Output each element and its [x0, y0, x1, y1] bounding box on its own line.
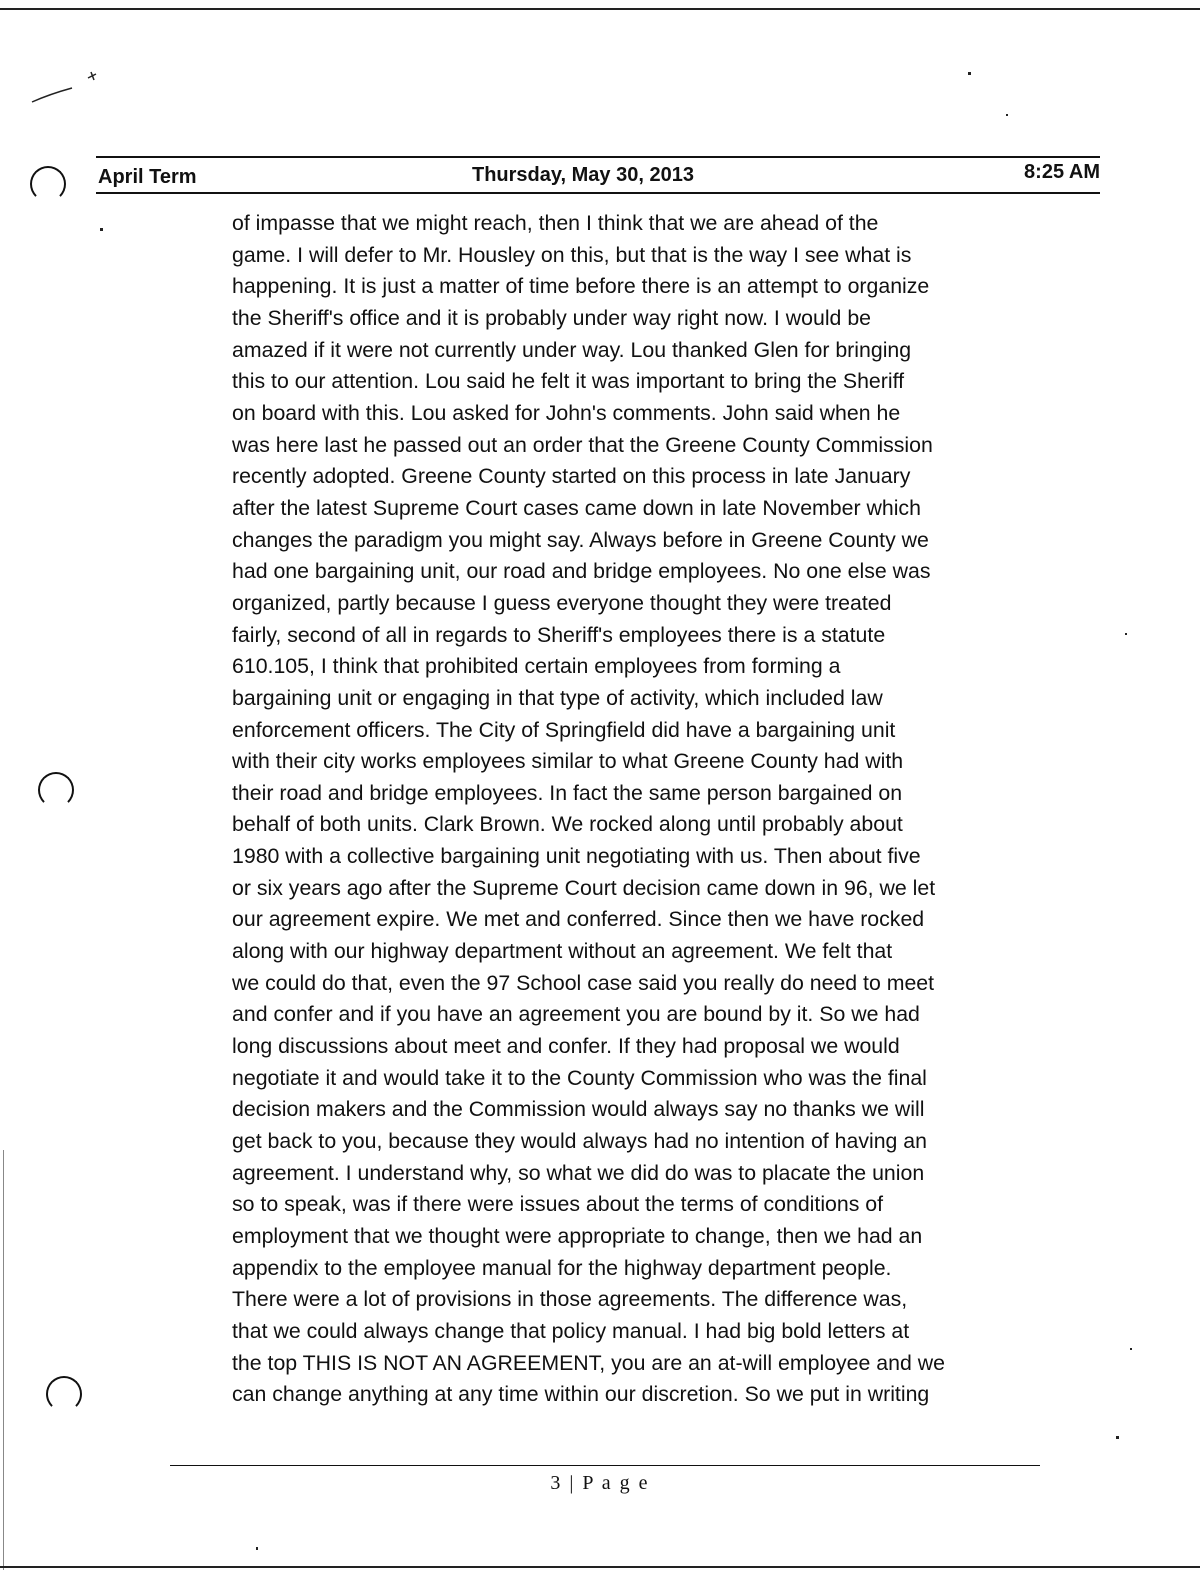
body-line: along with our highway department without an agreement. We felt that [232, 939, 893, 964]
body-line: agreement. I understand why, so what we did do was to placate the union [232, 1160, 925, 1185]
page-header [96, 160, 1100, 190]
body-line: 610.105, I think that prohibited certain employees from forming a [232, 654, 841, 679]
scan-left-edge [3, 1150, 4, 1570]
body-line: with their city works employees similar to what Greene County had with [232, 749, 904, 774]
speck-mark [968, 72, 971, 75]
body-line: happening. It is just a matter of time before there is an attempt to organize [232, 274, 930, 299]
meeting-time: 8:25 AM [1024, 161, 1100, 183]
punch-hole-icon [30, 166, 66, 202]
body-line: organized, partly because I guess everyone thought they were treated [232, 590, 892, 615]
header-rule-bottom [96, 192, 1100, 194]
speck-mark [1116, 1436, 1119, 1439]
body-line: this to our attention. Lou said he felt it was important to bring the Sheriff [232, 369, 905, 394]
punch-hole-icon [38, 772, 74, 808]
body-line: on board with this. Lou asked for John's comments. John said when he [232, 400, 901, 425]
speck-mark [1006, 114, 1008, 116]
page-number: 3 | P a g e [550, 1472, 650, 1494]
speck-mark [1125, 633, 1127, 635]
body-line: get back to you, because they would always had no intention of having an [232, 1129, 927, 1154]
body-line: negotiate it and would take it to the County Commission who was the final [232, 1065, 927, 1090]
speck-mark [256, 1547, 258, 1550]
body-line: after the latest Supreme Court cases came down in late November which [232, 495, 921, 520]
body-line: or six years ago after the Supreme Court decision came down in 96, we let [232, 875, 936, 900]
body-line: recently adopted. Greene County started on this process in late January [232, 464, 911, 489]
body-line: enforcement officers. The City of Springfield did have a bargaining unit [232, 717, 896, 742]
pen-scratch-mark [28, 68, 108, 108]
speck-mark [1130, 1348, 1132, 1350]
body-line: game. I will defer to Mr. Housley on this, but that is the way I see what is [232, 242, 912, 267]
body-line: the Sheriff's office and it is probably under way right now. I would be [232, 305, 872, 330]
body-line: our agreement expire. We met and conferred. Since then we have rocked [232, 907, 925, 932]
body-line: appendix to the employee manual for the highway department people. [232, 1255, 892, 1280]
body-line: fairly, second of all in regards to Sheriff's employees there is a statute [232, 622, 886, 647]
body-line: bargaining unit or engaging in that type of activity, which included law [232, 685, 883, 710]
body-line: can change anything at any time within our discretion. So we put in writing [232, 1382, 930, 1407]
header-rule-top [96, 156, 1100, 158]
body-line: decision makers and the Commission would always say no thanks we will [232, 1097, 925, 1122]
body-line: behalf of both units. Clark Brown. We rocked along until probably about [232, 812, 903, 837]
body-line: we could do that, even the 97 School case said you really do need to meet [232, 970, 935, 995]
punch-hole-icon [46, 1376, 82, 1412]
term-label: April Term [98, 166, 197, 188]
body-line: was here last he passed out an order that the Greene County Commission [232, 432, 933, 457]
body-line: and confer and if you have an agreement you are bound by it. So we had [232, 1002, 920, 1027]
body-line: that we could always change that policy manual. I had big bold letters at [232, 1318, 910, 1343]
speck-mark [100, 228, 103, 231]
footer-rule [170, 1465, 1040, 1466]
body-line: so to speak, was if there were issues about the terms of conditions of [232, 1192, 884, 1217]
scan-top-edge [0, 8, 1200, 10]
body-line: changes the paradigm you might say. Always before in Greene County we [232, 527, 929, 552]
meeting-date: Thursday, May 30, 2013 [472, 164, 694, 186]
body-line: 1980 with a collective bargaining unit negotiating with us. Then about five [232, 844, 921, 869]
body-line: of impasse that we might reach, then I think that we are ahead of the [232, 211, 879, 235]
body-line: There were a lot of provisions in those agreements. The difference was, [232, 1287, 908, 1312]
scan-bottom-edge [0, 1566, 1200, 1568]
minutes-body [232, 208, 1040, 1411]
body-line: employment that we thought were appropriate to change, then we had an [232, 1224, 923, 1248]
body-line: their road and bridge employees. In fact the same person bargained on [232, 780, 903, 805]
body-line: long discussions about meet and confer. If they had proposal we would [232, 1034, 900, 1059]
body-line: the top THIS IS NOT AN AGREEMENT, you are an at-will employee and we [232, 1350, 945, 1375]
body-line: had one bargaining unit, our road and bridge employees. No one else was [232, 559, 931, 584]
body-line: amazed if it were not currently under way. Lou thanked Glen for bringing [232, 337, 912, 362]
